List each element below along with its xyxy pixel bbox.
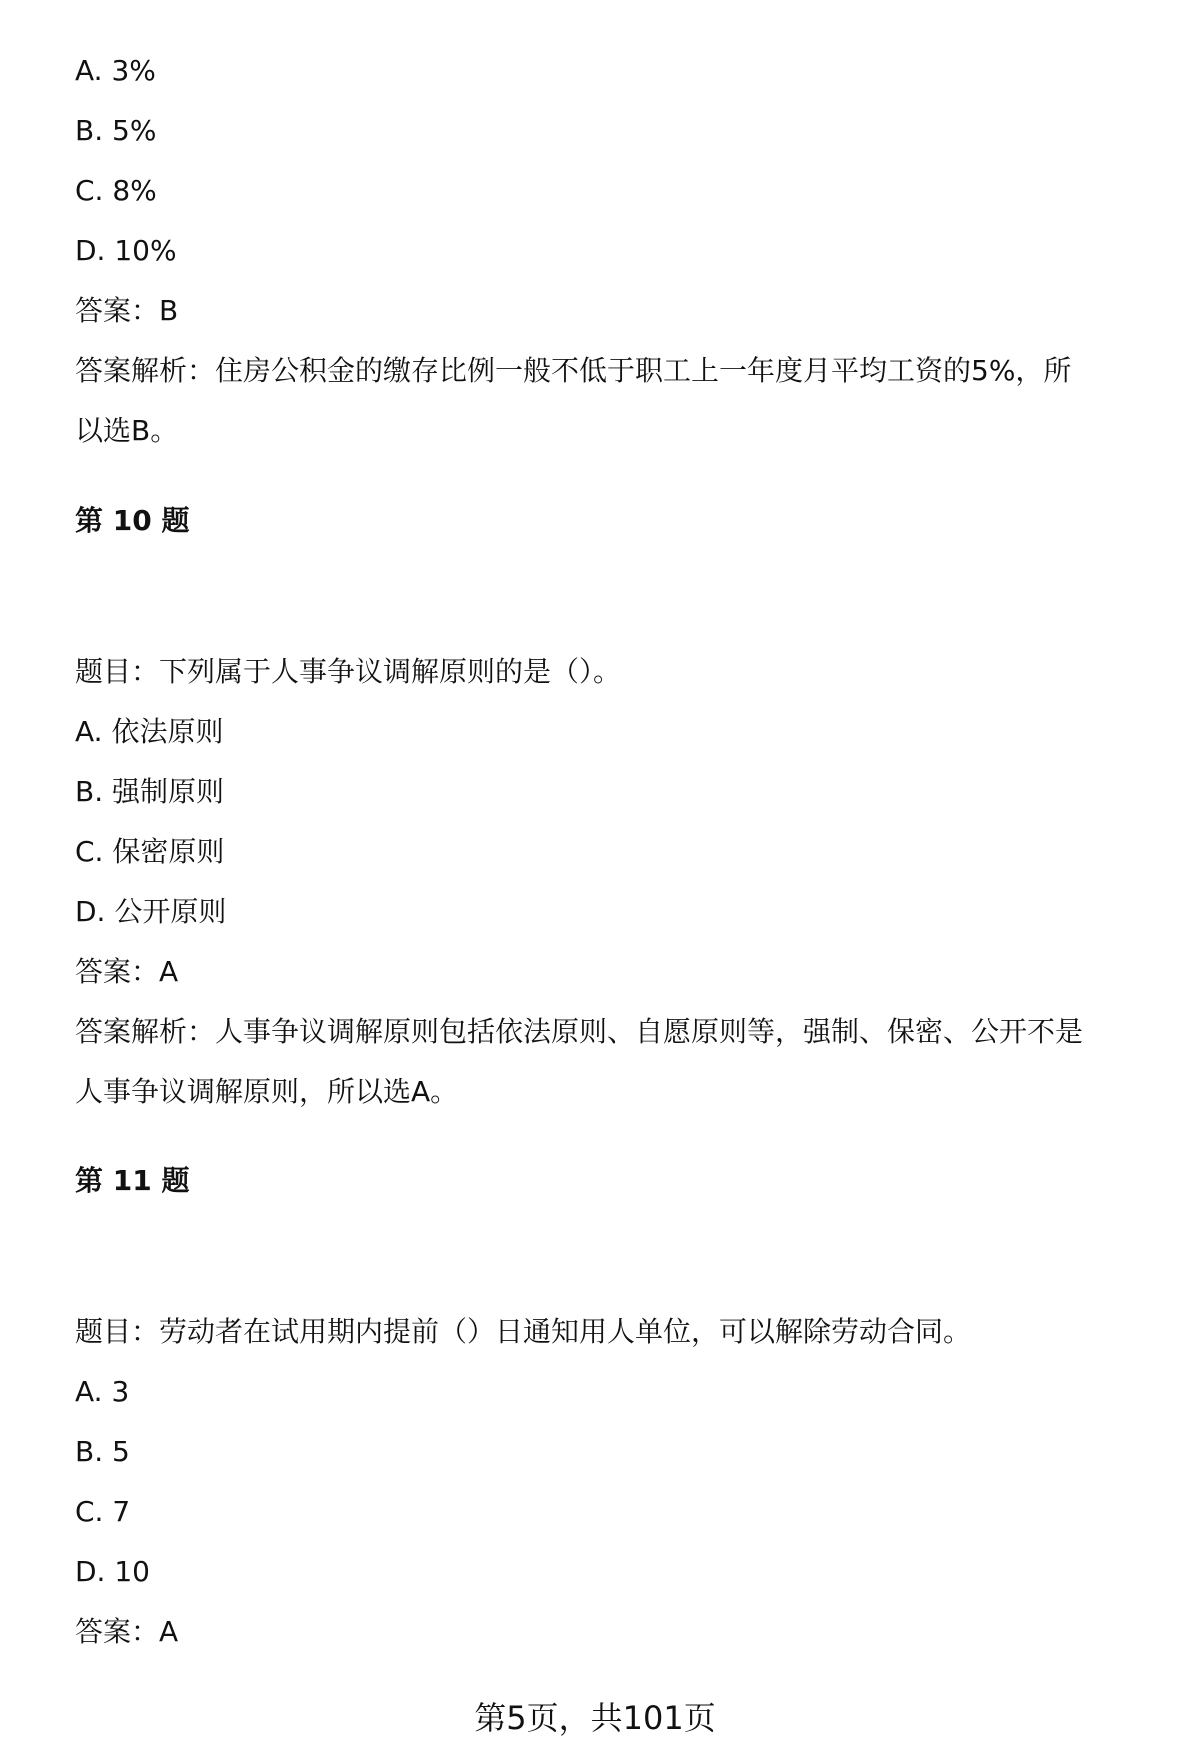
q9-answer: 答案：B: [75, 294, 179, 327]
q10-option-d: D. 公开原则: [75, 895, 227, 928]
q9-option-c: C. 8%: [75, 174, 157, 207]
q9-option-b: B. 5%: [75, 114, 157, 147]
q11-option-b: B. 5: [75, 1435, 130, 1468]
q11-question: 题目：劳动者在试用期内提前（）日通知用人单位，可以解除劳动合同。: [75, 1315, 972, 1348]
q10-question: 题目：下列属于人事争议调解原则的是（）。: [75, 655, 622, 688]
q9-analysis-line2: 以选B。: [75, 414, 179, 447]
q9-analysis-line1: 答案解析：住房公积金的缴存比例一般不低于职工上一年度月平均工资的5%，所: [75, 354, 1072, 387]
q10-analysis-line2: 人事争议调解原则，所以选A。: [75, 1075, 459, 1108]
q10-answer: 答案：A: [75, 955, 179, 988]
q10-option-b: B. 强制原则: [75, 775, 225, 808]
q10-option-a: A. 依法原则: [75, 715, 224, 748]
q10-heading: 第 10 题: [75, 504, 190, 537]
q10-analysis-line1: 答案解析：人事争议调解原则包括依法原则、自愿原则等，强制、保密、公开不是: [75, 1015, 1084, 1048]
page-number-footer: 第5页，共101页: [474, 1699, 716, 1737]
q11-option-d: D. 10: [75, 1555, 150, 1588]
q9-option-a: A. 3%: [75, 54, 156, 87]
q11-option-a: A. 3: [75, 1375, 130, 1408]
q10-option-c: C. 保密原则: [75, 835, 225, 868]
q9-option-d: D. 10%: [75, 234, 177, 267]
q11-option-c: C. 7: [75, 1495, 131, 1528]
q11-answer: 答案：A: [75, 1615, 179, 1648]
q11-heading: 第 11 题: [75, 1164, 190, 1197]
